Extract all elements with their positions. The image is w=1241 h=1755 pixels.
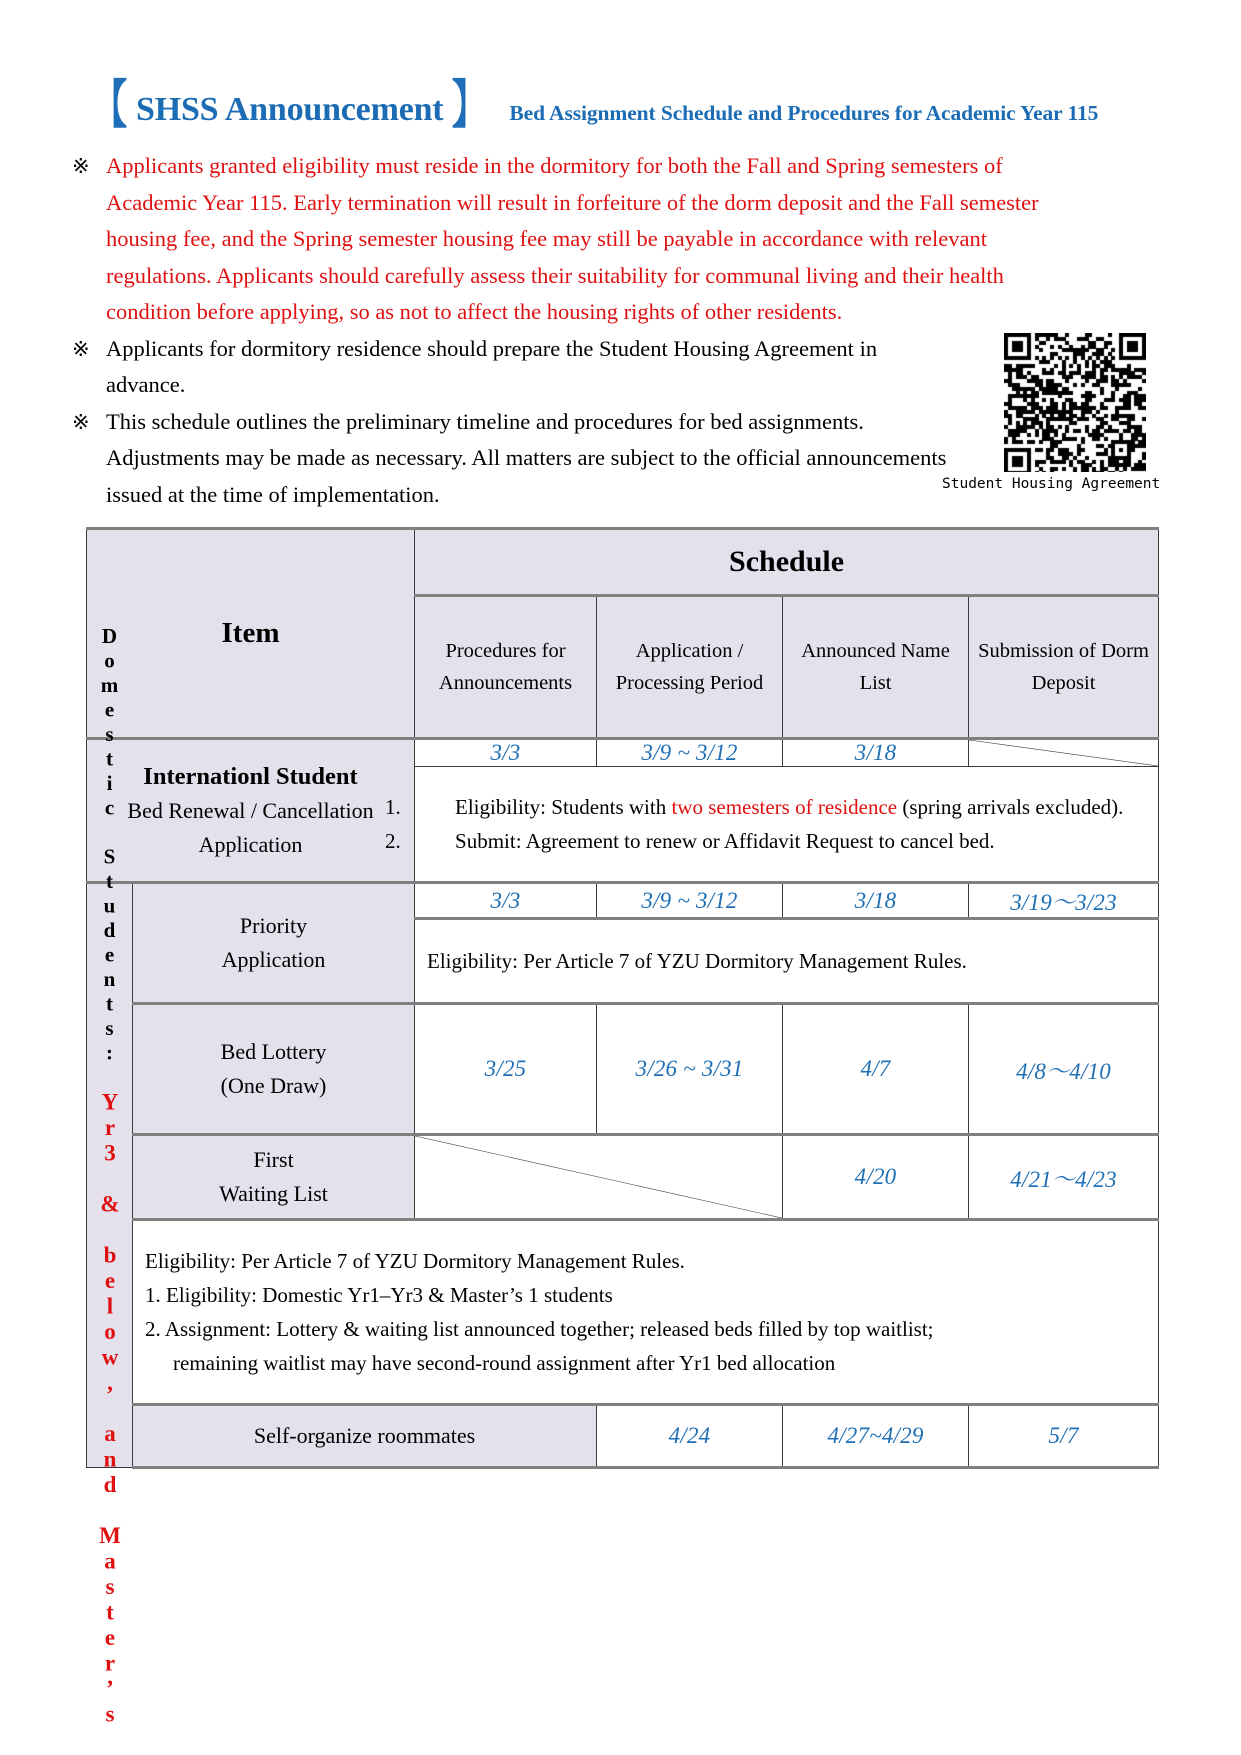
row-label-international	[87, 739, 415, 883]
cell-priority-application: 3/9 ~ 3/12	[597, 883, 783, 919]
row-label-international-title: Internationl Student	[143, 762, 358, 790]
domestic-note-2b: remaining waitlist may have second-round assignment after Yr1 bed allocation	[173, 1351, 836, 1375]
cell-intl-procedures: 3/3	[415, 739, 597, 767]
row-label-waiting	[133, 1135, 415, 1220]
row-self-organize	[87, 1405, 1159, 1468]
domestic-note-1: 1. Eligibility: Domestic Yr1–Yr3 & Master’s 1 students	[145, 1283, 613, 1307]
table-header-row-1	[87, 529, 1159, 596]
row-label-priority-line2: Application	[221, 947, 326, 972]
header-cell-procedures: Procedures for Announcements	[415, 596, 597, 739]
domestic-note-2a: 2. Assignment: Lottery & waiting list announced together; released beds filled by top waitlist;	[145, 1317, 934, 1341]
intl-note-2-text: Submit: Agreement to renew or Affidavit Request to cancel bed.	[455, 829, 995, 853]
row-waiting	[87, 1135, 1159, 1220]
bracket-left-icon: 【	[92, 76, 128, 135]
row-label-lottery-line1: Bed Lottery	[220, 1039, 327, 1064]
qr-block	[942, 333, 1161, 492]
cell-waiting-announced: 4/20	[783, 1135, 969, 1220]
header-cell-announced: Announced Name List	[783, 596, 969, 739]
vertical-label-inner	[87, 624, 132, 1727]
vertical-label-black: Domestic Students:	[97, 624, 122, 1090]
cell-self-application: 4/27~4/29	[783, 1405, 969, 1468]
intl-note-1-text-b: (spring arrivals excluded).	[897, 795, 1124, 819]
row-label-international-sub1: Bed Renewal / Cancellation	[127, 797, 374, 823]
row-label-self-organize: Self-organize roommates	[133, 1405, 597, 1468]
qr-code-icon[interactable]	[1004, 333, 1146, 472]
cell-domestic-notes	[133, 1220, 1159, 1405]
row-label-priority-line1: Priority	[239, 913, 308, 938]
cell-lottery-deposit: 4/8～4/10	[969, 1004, 1159, 1135]
schedule-table-wrapper	[86, 527, 1158, 1727]
schedule-table	[86, 527, 1159, 1727]
row-label-domestic-vertical	[87, 624, 133, 1727]
cell-intl-notes	[385, 767, 1159, 883]
bracket-right-icon: 】	[452, 76, 487, 135]
intl-note-2-number: 2.	[385, 829, 401, 853]
domestic-note-0: Eligibility: Per Article 7 of YZU Dormitory Management Rules.	[145, 1249, 685, 1273]
row-priority-dates	[87, 883, 1159, 919]
note-item-2	[72, 331, 952, 404]
cell-lottery-application: 3/26 ~ 3/31	[597, 1004, 783, 1135]
cell-priority-note: Eligibility: Per Article 7 of YZU Dormitory Management Rules.	[415, 919, 1159, 1004]
cell-intl-application: 3/9 ~ 3/12	[597, 739, 783, 767]
header-cell-item: Item	[87, 529, 415, 739]
page-header	[88, 76, 1148, 136]
cell-intl-deposit-empty	[969, 739, 1159, 767]
intl-note-1-number: 1.	[385, 795, 401, 819]
header-cell-application: Application / Processing Period	[597, 596, 783, 739]
qr-caption: Student Housing Agreement	[942, 476, 1161, 492]
row-label-lottery	[133, 1004, 415, 1135]
cell-lottery-procedures: 3/25	[415, 1004, 597, 1135]
row-lottery	[87, 1004, 1159, 1135]
row-international-dates	[87, 739, 1159, 767]
note-mark-icon: ※	[72, 409, 90, 434]
diagonal-strike-icon	[969, 740, 1158, 766]
cell-priority-deposit: 3/19～3/23	[969, 883, 1159, 919]
cell-priority-announced: 3/18	[783, 883, 969, 919]
note-mark-icon: ※	[72, 336, 90, 361]
row-label-waiting-line2: Waiting List	[219, 1181, 328, 1206]
notes-list	[72, 148, 1072, 513]
page-title: SHSS Announcement	[136, 91, 444, 128]
header-cell-schedule: Schedule	[415, 529, 1159, 596]
intl-note-1-text-a: Eligibility: Students with	[455, 795, 672, 819]
intl-note-1-highlight: two semesters of residence	[671, 795, 898, 819]
row-label-lottery-line2: (One Draw)	[220, 1073, 327, 1098]
diagonal-strike-icon	[415, 1136, 782, 1218]
note-item-3	[72, 404, 952, 514]
page-subtitle: Bed Assignment Schedule and Procedures for Academic Year 115	[509, 101, 1099, 125]
cell-lottery-announced: 4/7	[783, 1004, 969, 1135]
cell-priority-procedures: 3/3	[415, 883, 597, 919]
vertical-label-red: Yr3 & below, and Master’s	[97, 1089, 123, 1727]
note-text: This schedule outlines the preliminary timeline and procedures for bed assignments. Adjustments may be made as necessary. All matters are subject to the official announcements issued at the time of implementation.	[106, 408, 947, 507]
cell-intl-announced: 3/18	[783, 739, 969, 767]
note-text: Applicants for dormitory residence should prepare the Student Housing Agreement in advance.	[106, 335, 878, 397]
cell-self-announced: 5/7	[969, 1405, 1159, 1468]
cell-waiting-deposit: 4/21～4/23	[969, 1135, 1159, 1220]
note-mark-icon: ※	[72, 154, 90, 178]
intl-note-2	[385, 824, 1148, 858]
row-label-priority	[133, 883, 415, 1004]
intl-note-1	[385, 790, 1148, 824]
note-item-1	[72, 148, 1072, 331]
header-cell-deposit: Submission of Dorm Deposit	[969, 596, 1159, 739]
vertical-label-text	[97, 624, 123, 1727]
row-domestic-notes	[87, 1220, 1159, 1405]
row-label-international-sub2: Application	[198, 831, 303, 857]
cell-waiting-empty	[415, 1135, 783, 1220]
cell-self-procedures: 4/24	[597, 1405, 783, 1468]
note-text: Applicants granted eligibility must reside in the dormitory for both the Fall and Spring semesters of Academic Year 115. Early termination will result in forfeiture of the dorm deposit and the Fall semester housing fee, and the Spring semester housing fee may still be payable in accordance with relevant regulations. Applicants should carefully assess their suitability for communal living and their health condition before applying, so as not to affect the housing rights of other residents.	[106, 153, 1039, 324]
row-label-waiting-line1: First	[253, 1147, 294, 1172]
